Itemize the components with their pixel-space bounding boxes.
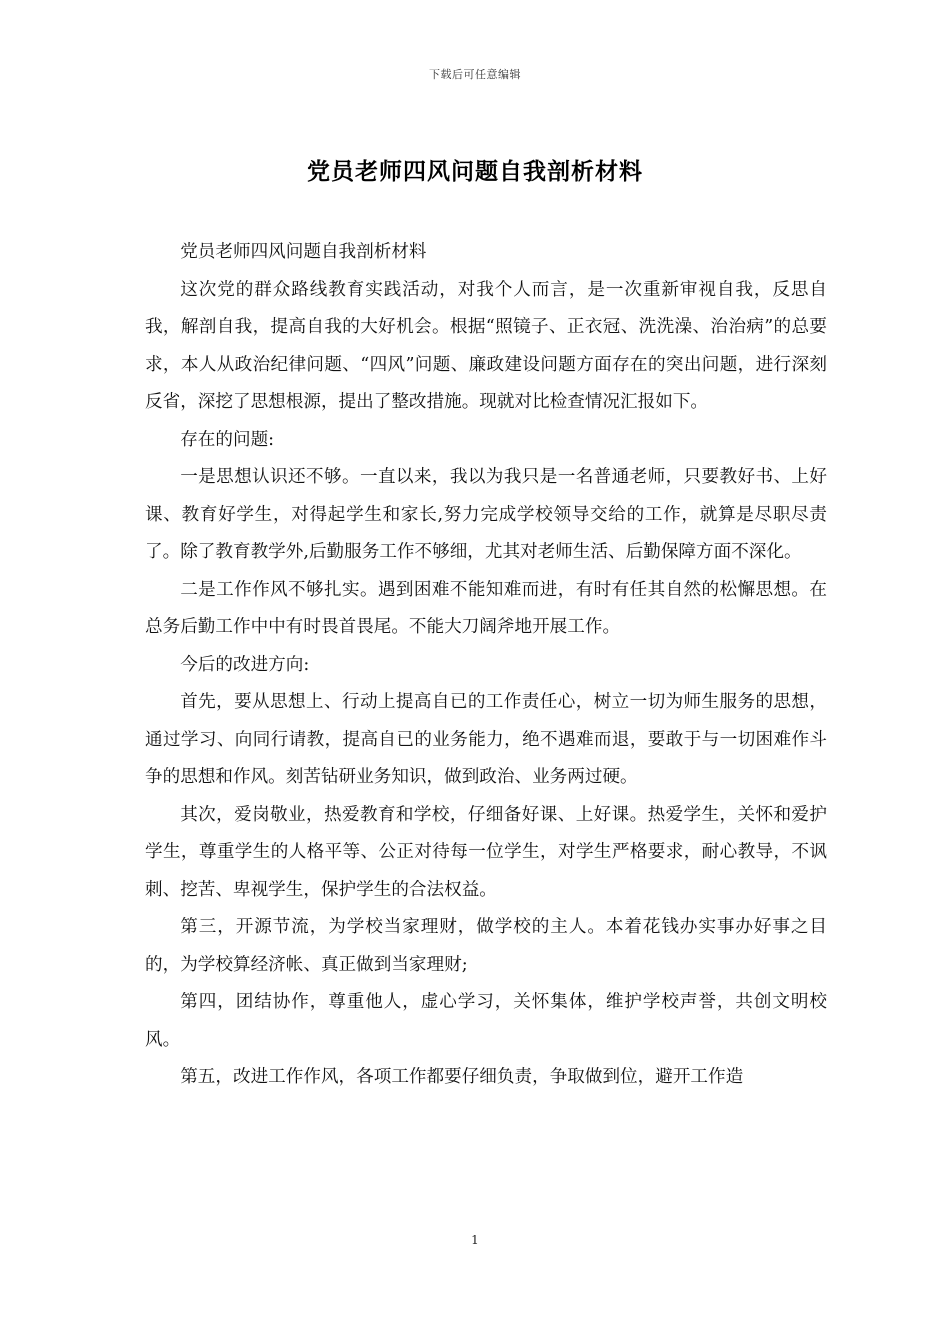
paragraph-improvement-3: 第三，开源节流，为学校当家理财，做学校的主人。本着花钱办实事办好事之目的，为学校算经济帐、真正做到当家理财; [145, 917, 827, 975]
paragraph-subtitle: 党员老师四风问题自我剖析材料 [180, 242, 427, 262]
document-body [145, 234, 827, 1097]
paragraph-improvement-4: 第四，团结协作，尊重他人，虚心学习，关怀集体，维护学校声誉，共创文明校风。 [145, 992, 827, 1050]
paragraph-improvements-heading: 今后的改进方向: [180, 654, 310, 675]
paragraph-problems-heading: 存在的问题: [180, 429, 275, 450]
paragraph-improvement-5: 第五，改进工作作风，各项工作都要仔细负责，争取做到位，避开工作造 [180, 1067, 744, 1087]
paragraph-problem-2: 二是工作作风不够扎实。遇到困难不能知难而进，有时有任其自然的松懈思想。在总务后勤工作中中有时畏首畏尾。不能大刀阔斧地开展工作。 [145, 579, 827, 637]
document-title: 党员老师四风问题自我剖析材料 [307, 158, 643, 185]
paragraph-problem-1: 一是思想认识还不够。一直以来，我以为我只是一名普通老师，只要教好书、上好课、教育好学生，对得起学生和家长,努力完成学校领导交给的工作，就算是尽职尽责了。除了教育教学外,后勤服务工作不够细，尤其对老师生活、后勤保障方面不深化。 [145, 467, 827, 562]
paragraph-improvement-2: 其次，爱岗敬业，热爱教育和学校，仔细备好课、上好课。热爱学生，关怀和爱护学生，尊重学生的人格平等、公正对待每一位学生，对学生严格要求，耐心教导，不讽刺、挖苦、卑视学生，保护学生的合法权益。 [145, 804, 827, 900]
header-note: 下载后可任意编辑 [429, 68, 521, 81]
paragraph-improvement-1: 首先，要从思想上、行动上提高自已的工作责任心，树立一切为师生服务的思想，通过学习、向同行请教，提高自已的业务能力，绝不遇难而退，要敢于与一切困难作斗争的思想和作风。刻苦钻研业务知识，做到政治、业务两过硬。 [145, 692, 827, 787]
paragraph-intro: 这次党的群众路线教育实践活动，对我个人而言，是一次重新审视自我，反思自我，解剖自我，提高自我的大好机会。根据“照镜子、正衣冠、洗洗澡、治治病”的总要求，本人从政治纪律问题、“四风”问题、廉政建设问题方面存在的突出问题，进行深刻反省，深挖了思想根源，提出了整改措施。现就对比检查情况汇报如下。 [145, 279, 827, 412]
page-number: 1 [471, 1233, 479, 1247]
